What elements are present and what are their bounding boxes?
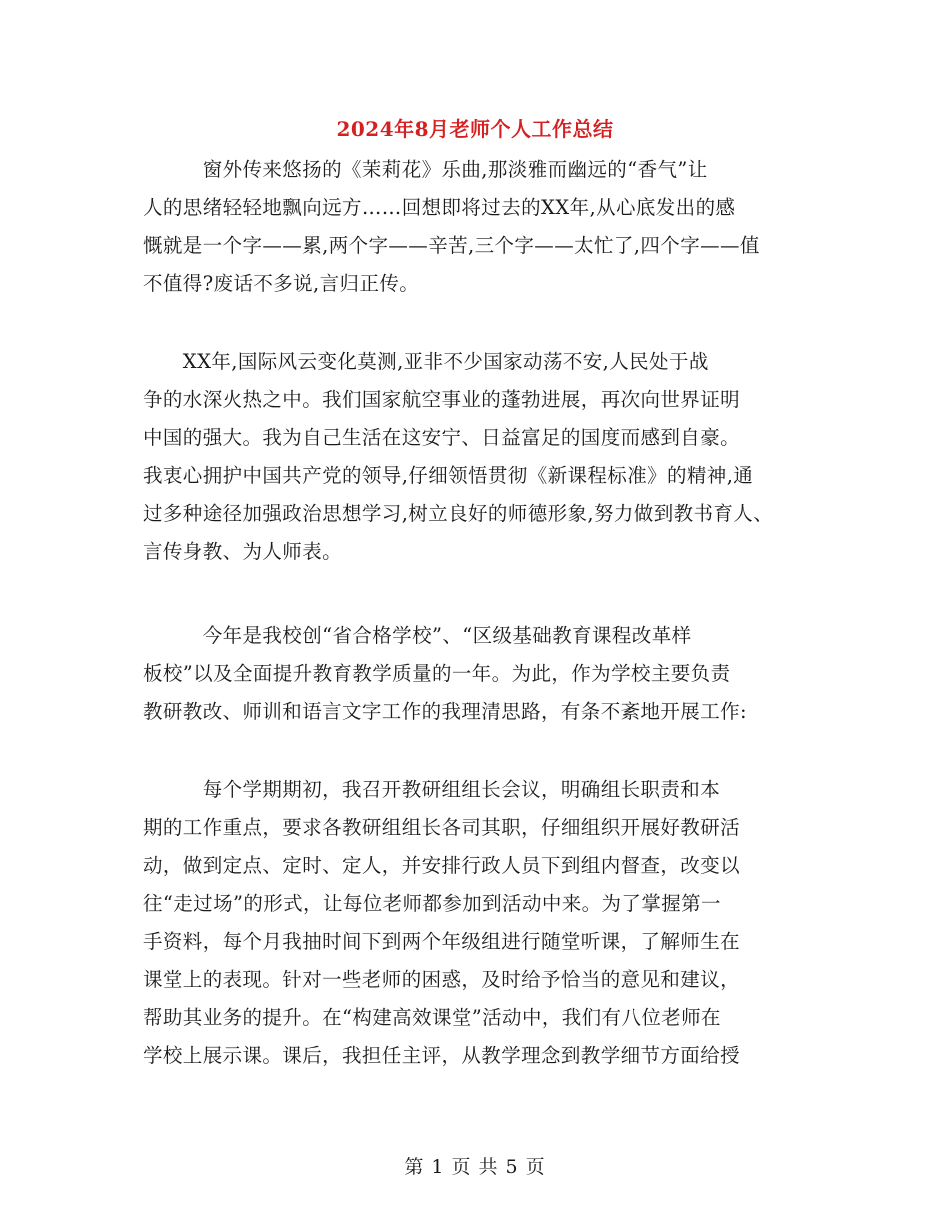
paragraph-line: 窗外传来悠扬的《茉莉花》乐曲,那淡雅而幽远的“香气”让 [143,158,708,181]
paragraph-2 [143,343,773,571]
paragraph-1 [143,151,760,303]
paragraph-line: 今年是我校创“省合格学校”、“区级基础教育课程改革样 [143,624,692,647]
paragraph-line: 帮助其业务的提升。在“构建高效课堂”活动中，我们有八位老师在 [143,1006,721,1029]
paragraph-line: 人的思绪轻轻地飘向远方……回想即将过去的XX年,从心底发出的感 [143,196,736,219]
paragraph-line: 每个学期期初，我召开教研组组长会议，明确组长职责和本 [143,778,721,801]
paragraph-line: 动，做到定点、定时、定人，并安排行政人员下到组内督查，改变以 [143,854,741,877]
paragraph-line: 课堂上的表现。针对一些老师的困惑，及时给予恰当的意见和建议， [143,968,741,991]
paragraph-line: XX年,国际风云变化莫测,亚非不少国家动荡不安,人民处于战 [143,350,709,373]
paragraph-line: 学校上展示课。课后，我担任主评，从教学理念到教学细节方面给授 [143,1044,741,1067]
paragraph-line: 过多种途径加强政治思想学习,树立良好的师德形象,努力做到教书育人、 [143,502,774,525]
paragraph-line: 往“走过场”的形式，让每位老师都参加到活动中来。为了掌握第一 [143,892,721,915]
paragraph-line: 手资料，每个月我抽时间下到两个年级组进行随堂听课，了解师生在 [143,930,741,953]
paragraph-line: 板校”以及全面提升教育教学质量的一年。为此，作为学校主要负责 [143,662,731,685]
document-title: 2024年8月老师个人工作总结 [336,117,614,141]
paragraph-line: 言传身教、为人师表。 [143,540,343,563]
paragraph-line: 期的工作重点，要求各教研组组长各司其职，仔细组织开展好教研活 [143,816,741,839]
paragraph-line: 教研教改、师训和语言文字工作的我理清思路，有条不紊地开展工作: [143,700,747,723]
paragraph-line: 我衷心拥护中国共产党的领导,仔细领悟贯彻《新课程标准》的精神,通 [143,464,754,487]
paragraph-line: 慨就是一个字——累,两个字——辛苦,三个字——太忙了,四个字——值 [143,234,760,257]
paragraph-line: 中国的强大。我为自己生活在这安宁、日益富足的国度而感到自豪。 [143,426,741,449]
paragraph-3 [143,617,747,731]
paragraph-line: 争的水深火热之中。我们国家航空事业的蓬勃进展，再次向世界证明 [143,388,741,411]
paragraph-line: 不值得?废话不多说,言归正传。 [143,272,420,295]
page-footer: 第 1 页 共 5 页 [404,1156,546,1178]
paragraph-4 [143,771,740,1075]
